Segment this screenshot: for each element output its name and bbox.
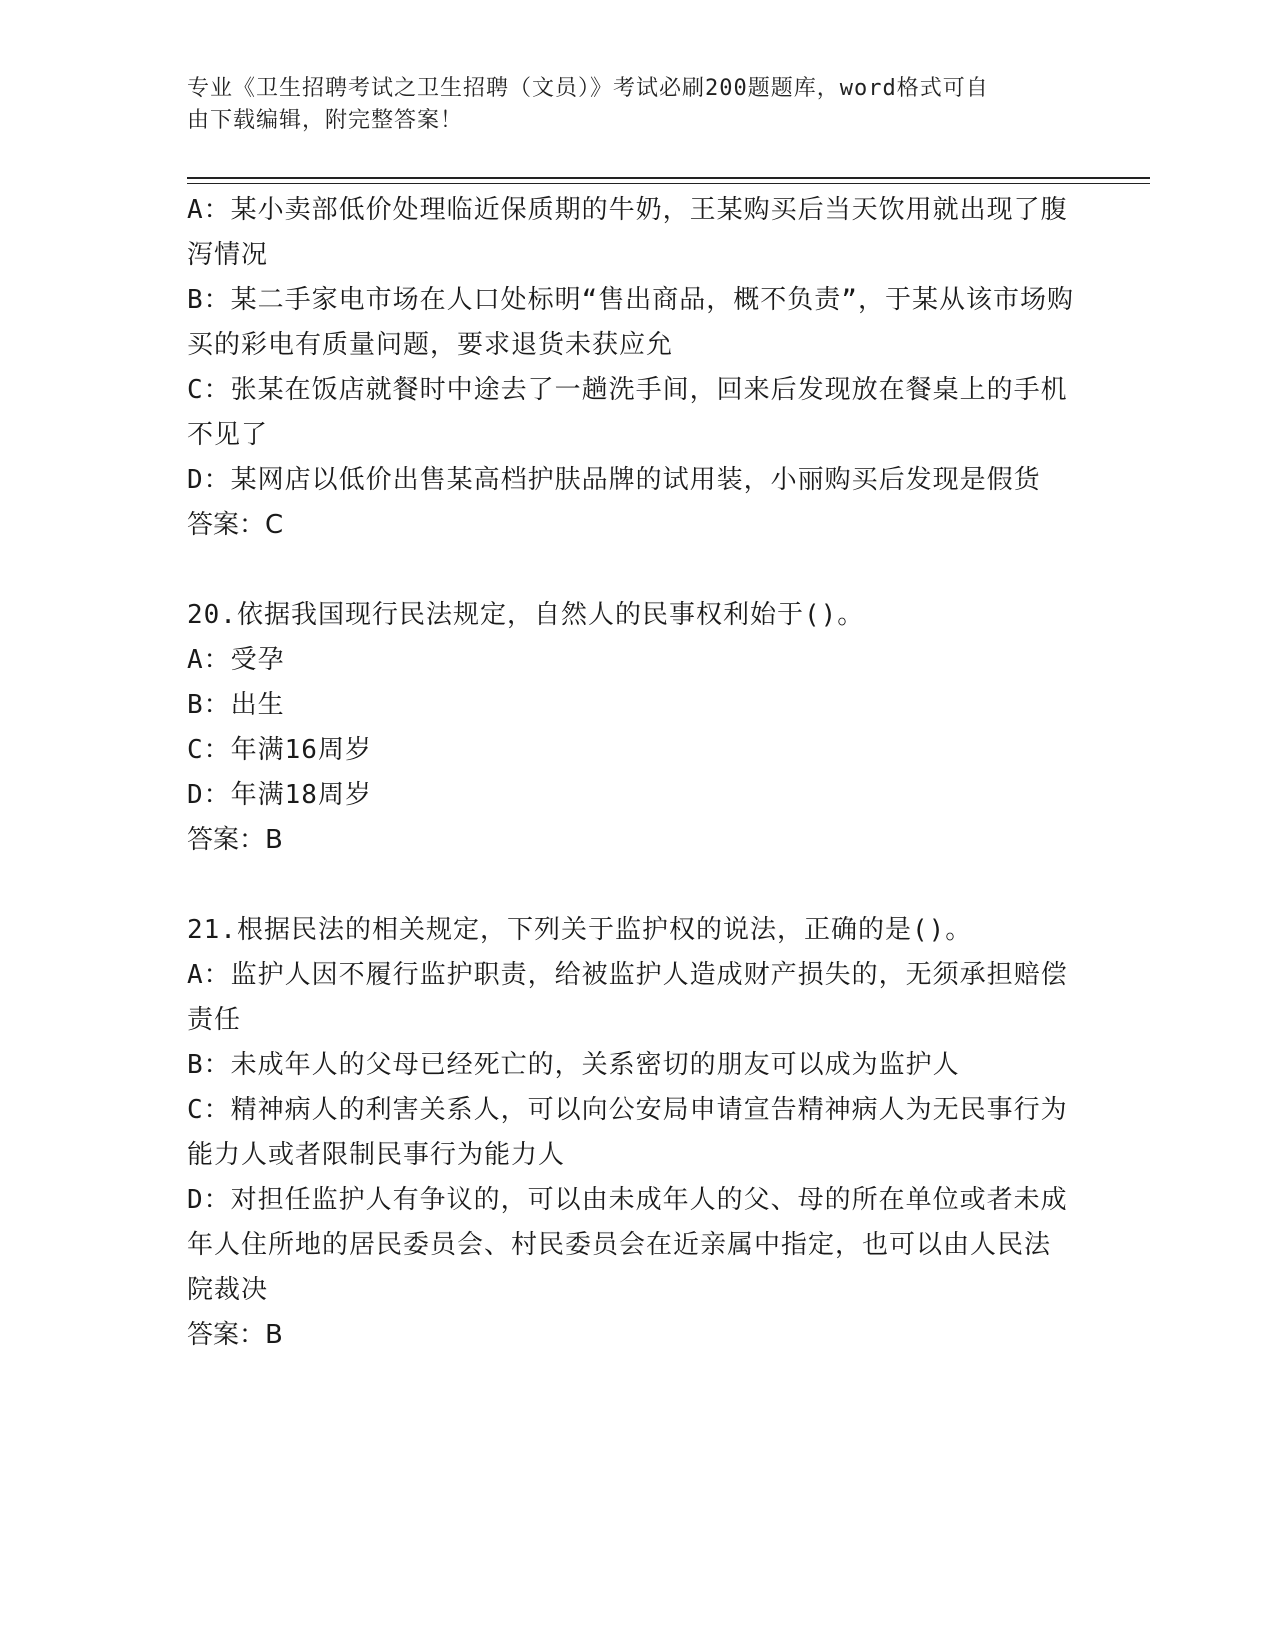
question-21-option-d: D：对担任监护人有争议的，可以由未成年人的父、母的所在单位或者未成年人住所地的居民委员会、村民委员会在近亲属中指定，也可以由人民法院裁决 (187, 1185, 1068, 1305)
question-20-option-a: A：受孕 (187, 645, 285, 675)
question-19-answer: 答案：C (187, 510, 284, 540)
question-21-option-a: A：监护人因不履行监护职责，给被监护人造成财产损失的，无须承担赔偿责任 (187, 960, 1068, 1035)
question-20-text: 20.依据我国现行民法规定，自然人的民事权利始于()。 (187, 600, 865, 630)
question-19-block (187, 188, 1077, 548)
question-21-option-c: C：精神病人的利害关系人，可以向公安局申请宣告精神病人为无民事行为能力人或者限制民事行为能力人 (187, 1095, 1068, 1170)
header-rule-thin (187, 183, 1150, 184)
question-21-option-b: B：未成年人的父母已经死亡的，关系密切的朋友可以成为监护人 (187, 1050, 960, 1080)
question-20-option-d: D：年满18周岁 (187, 780, 372, 810)
question-20-option-c: C：年满16周岁 (187, 735, 372, 765)
spacer (187, 863, 1077, 908)
spacer (187, 548, 1077, 593)
question-19-option-c: C：张某在饭店就餐时中途去了一趟洗手间，回来后发现放在餐桌上的手机不见了 (187, 375, 1068, 450)
document-body (187, 188, 1077, 1358)
header-line-2: 由下载编辑，附完整答案！ (187, 108, 464, 133)
page-header (187, 73, 1067, 137)
question-19-option-d: D：某网店以低价出售某高档护肤品牌的试用装，小丽购买后发现是假货 (187, 465, 1041, 495)
question-21-text: 21.根据民法的相关规定，下列关于监护权的说法，正确的是()。 (187, 915, 973, 945)
question-21-answer: 答案：B (187, 1320, 283, 1350)
question-20-option-b: B：出生 (187, 690, 285, 720)
question-20-block (187, 593, 1077, 863)
question-19-option-a: A：某小卖部低价处理临近保质期的牛奶，王某购买后当天饮用就出现了腹泻情况 (187, 195, 1068, 270)
header-rule-thick (187, 177, 1150, 179)
question-21-block (187, 908, 1077, 1358)
header-line-1: 专业《卫生招聘考试之卫生招聘（文员）》考试必刷200题题库，word格式可自 (187, 76, 989, 101)
question-20-answer: 答案：B (187, 825, 283, 855)
question-19-option-b: B：某二手家电市场在人口处标明“售出商品，概不负责”，于某从该市场购买的彩电有质量问题，要求退货未获应允 (187, 285, 1074, 360)
